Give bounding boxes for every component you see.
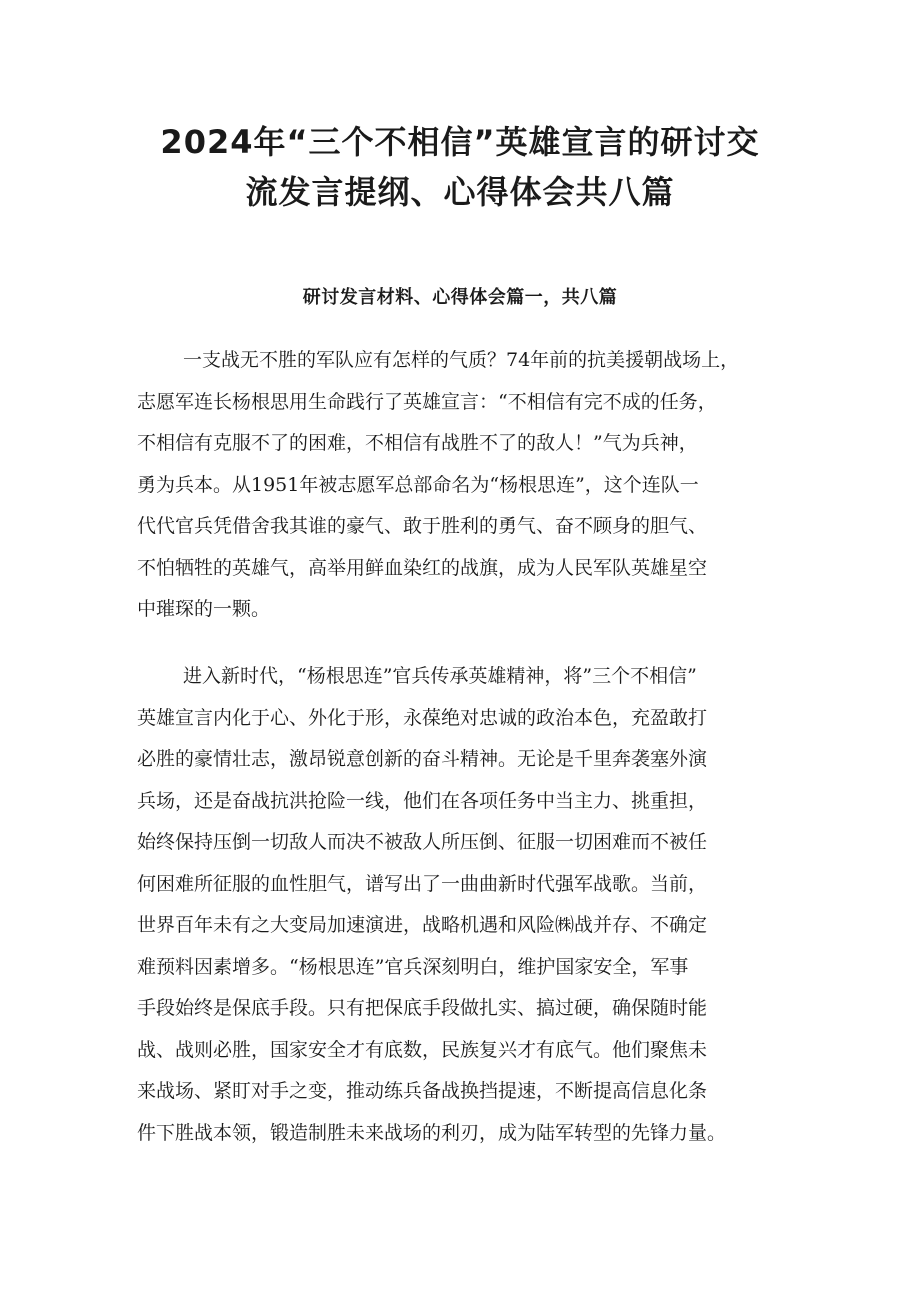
paragraph-line: 世界百年未有之大变局加速演进，战略机遇和风险㈱战并存、不确定 <box>137 914 708 936</box>
paragraph-2 <box>137 656 797 1154</box>
paragraph-line: 代代官兵凭借舍我其谁的豪气、敢于胜利的勇气、奋不顾身的胆气、 <box>137 515 708 537</box>
paragraph-line: 勇为兵本。从1951年被志愿军总部命名为“杨根思连”，这个连队一 <box>137 473 699 496</box>
paragraph-line: 必胜的豪情壮志，激昂锐意创新的奋斗精神。无论是千里奔袭塞外演 <box>137 748 708 770</box>
paragraph-line: 来战场、紧盯对手之变，推动练兵备战换挡提速，不断提高信息化条 <box>137 1080 708 1102</box>
paragraph-line: 英雄宣言内化于心、外化于形，永葆绝对忠诚的政治本色，充盈敢打 <box>137 706 708 729</box>
section-heading: 研讨发言材料、心得体会篇一，共八篇 <box>302 287 618 308</box>
paragraph-line: 不怕牺牲的英雄气，高举用鲜血染红的战旗，成为人民军队英雄星空 <box>137 556 708 579</box>
paragraph-line: 始终保持压倒一切敌人而决不被敌人所压倒、征服一切困难而不被任 <box>137 831 708 853</box>
paragraph-line: 不相信有克服不了的困难，不相信有战胜不了的敌人！”气为兵神， <box>137 432 698 454</box>
document-title-line-2: 流发言提纲、心得体会共八篇 <box>245 173 675 211</box>
paragraph-line: 件下胜战本领，锻造制胜未来战场的利刃，成为陆军转型的先锋力量。 <box>137 1121 727 1144</box>
paragraph-line: 进入新时代，“杨根思连”官兵传承英雄精神，将”三个不相信” <box>183 665 697 687</box>
paragraph-line: 中璀琛的一颗。 <box>137 598 271 620</box>
paragraph-line: 兵场，还是奋战抗洪抢险一线，他们在各项任务中当主力、挑重担， <box>137 789 708 812</box>
paragraph-line: 战、战则必胜，国家安全才有底数，民族复兴才有底气。他们聚焦未 <box>137 1038 708 1061</box>
paragraph-line: 志愿军连长杨根思用生命践行了英雄宣言：“不相信有完不成的任务， <box>137 390 717 413</box>
document-title-line-1: 2024年“三个不相信”英雄宣言的研讨交 <box>160 123 760 161</box>
paragraph-1 <box>137 340 797 631</box>
paragraph-line: 手段始终是保底手段。只有把保底手段做扎实、搞过硬，确保随时能 <box>137 997 708 1019</box>
paragraph-line: 一支战无不胜的军队应有怎样的气质？74年前的抗美援朝战场上， <box>183 349 740 371</box>
paragraph-line: 难预料因素增多。“杨根思连”官兵深刻明白，维护国家安全，军事 <box>137 955 689 978</box>
paragraph-line: 何困难所征服的血性胆气，谱写出了一曲曲新时代强军战歌。当前， <box>137 872 708 895</box>
